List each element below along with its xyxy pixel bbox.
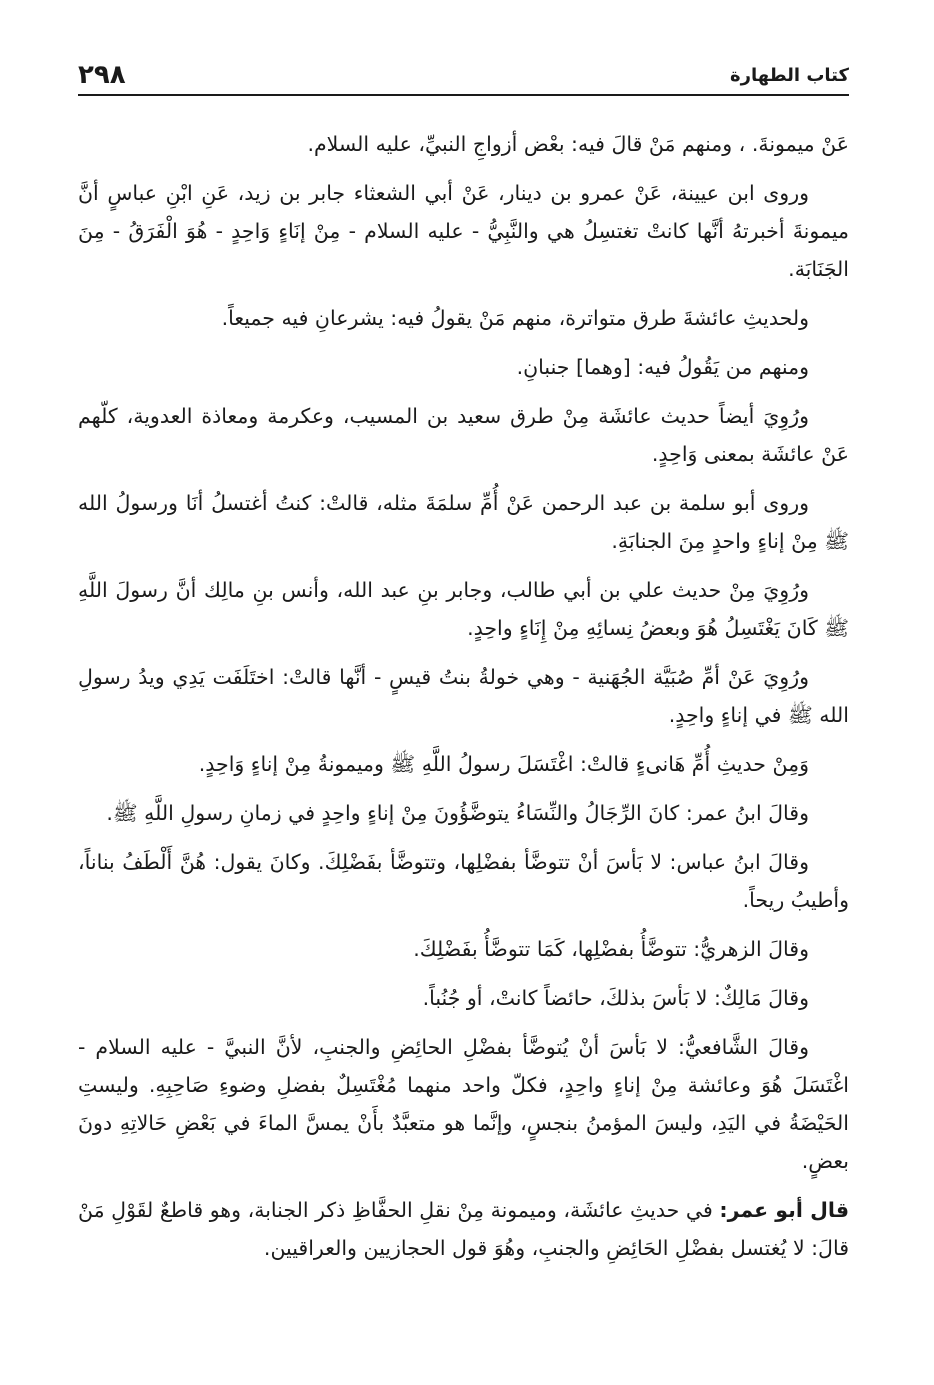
- paragraph-text: وقالَ ابنُ عباس: لا بَأسَ أنْ تتوضَّأ بفضْلِها، وتتوضَّأ بفَضْلِكَ. وكانَ يقول: هُنَّ أَلْطَفُ بناناً، وأطيبُ ريحاً.: [78, 850, 849, 912]
- paragraph-text: وقالَ الزهريُّ: تتوضَّأُ بفضْلِها، كَمَا تتوضَّأُ بفَضْلِكَ.: [413, 937, 809, 961]
- paragraph-text: وقالَ الشَّافعيُّ: لا بَأسَ أنْ يُتوضَّأ بفضْلِ الحائِضِ والجنبِ، لأنَّ النبيَّ - عليه السلام - اغْتَسَلَ هُوَ وعائشة مِنْ إناءٍ واحِدٍ، فكلّ واحد منهما مُغْتَسِلٌ بفضلِ وضوءِ صَاحِبِهِ. وليستِ الحَيْضَةُ في اليَدِ، وليسَ المؤمنُ بنجسٍ، وإنَّما هو متعبَّدٌ بأَنْ يمسَّ الماءَ في بَعْضِ حَالاتِهِ دونَ بعضٍ.: [78, 1035, 849, 1173]
- paragraph: [78, 745, 849, 783]
- paragraph-text: ومنهم من يَقُولُ فيه: [وهما] جنبانِ.: [516, 355, 809, 379]
- text-body: [78, 125, 849, 1267]
- paragraph: [78, 794, 849, 832]
- paragraph: [78, 125, 849, 163]
- paragraph-text: ورُوِيَ عَنْ أمِّ صُبَيَّة الجُهَنية - وهي خولةُ بنتُ قيسٍ - أنَّها قالتْ: اختَلَفَت يَدِي ويدُ رسولِ الله ﷺ في إناءٍ واحِدٍ.: [78, 665, 849, 727]
- running-header: [78, 50, 849, 96]
- page-number: ٢٩٨: [78, 60, 126, 90]
- paragraph: [78, 174, 849, 288]
- paragraph-text: في حديثِ عائشَة، وميمونة مِنْ نقلِ الحفَّاظِ ذكر الجنابة، وهو قاطعٌ لقَوْلِ مَنْ قالَ: لا يُغتسل بفضْلِ الحَائِضِ والجنبِ، وهُوَ قول الحجازيين والعراقيين.: [78, 1198, 849, 1260]
- paragraph-text: وروى أبو سلمة بن عبد الرحمن عَنْ أُمِّ سلمَةَ مثله، قالتْ: كنتُ أغتسلُ أنَا ورسولُ الله ﷺ مِنْ إناءٍ واحدٍ مِنَ الجنابَةِ.: [78, 491, 849, 553]
- paragraph: [78, 397, 849, 473]
- paragraph: [78, 930, 849, 968]
- speaker-lead: قال أبو عمر:: [719, 1198, 849, 1222]
- paragraph-text: عَنْ ميمونةَ. ، ومنهم مَنْ قالَ فيه: بعْض أزواجِ النبيِّ، عليه السلام.: [307, 132, 849, 156]
- paragraph-text: وقالَ مَالِكٌ: لا بَأسَ بذلكَ، حائضاً كانتْ، أو جُنُباً.: [422, 986, 809, 1010]
- paragraph-text: وَمِنْ حديثِ أُمِّ هَانىءٍ قالتْ: اغْتَسَلَ رسولُ اللَّهِ ﷺ وميمونةُ مِنْ إناءٍ وَاحِدٍ.: [198, 752, 809, 776]
- paragraph-text: وقالَ ابنُ عمر: كانَ الرِّجَالُ والنِّسَاءُ يتوضَّؤُونَ مِنْ إناءٍ واحِدٍ في زمانِ رسولِ اللَّهِ ﷺ.: [106, 801, 809, 825]
- book-title: كتاب الطهارة: [729, 65, 849, 86]
- paragraph: [78, 571, 849, 647]
- paragraph: [78, 299, 849, 337]
- paragraph: [78, 843, 849, 919]
- paragraph: [78, 979, 849, 1017]
- paragraph: [78, 658, 849, 734]
- paragraph: [78, 484, 849, 560]
- paragraph: [78, 348, 849, 386]
- paragraph-text: ورُوِيَ أيضاً حديث عائشَة مِنْ طرق سعيد بن المسيب، وعكرمة ومعاذة العدوية، كلّهم عَنْ عائشَة بمعنى وَاحِدٍ.: [78, 404, 849, 466]
- paragraph: [78, 1191, 849, 1267]
- paragraph-text: وروى ابن عيينة، عَنْ عمرو بن دينار، عَنْ أبي الشعثاء جابر بن زيد، عَنِ ابْنِ عباسٍ أنَّ ميمونةَ أخبرتهُ أنَّها كانتْ تغتسِلُ هي والنَّبِيُّ - عليه السلام - مِنْ إنَاءٍ وَاحِدٍ - هُوَ الْفَرَقُ - مِنَ الجَنَابَة.: [78, 181, 849, 281]
- paragraph-text: ورُوِيَ مِنْ حديث علي بن أبي طالب، وجابر بنِ عبد الله، وأنس بنِ مالِك أنَّ رسولَ اللَّهِ ﷺ كَانَ يَغْتَسِلُ هُوَ وبعضُ نِسائِهِ مِنْ إِنَاءٍ واحِدٍ.: [78, 578, 849, 640]
- paragraph: [78, 1028, 849, 1180]
- paragraph-text: ولحديثِ عائشةَ طرق متواترة، منهم مَنْ يقولُ فيه: يشرعانِ فيه جميعاً.: [221, 306, 809, 330]
